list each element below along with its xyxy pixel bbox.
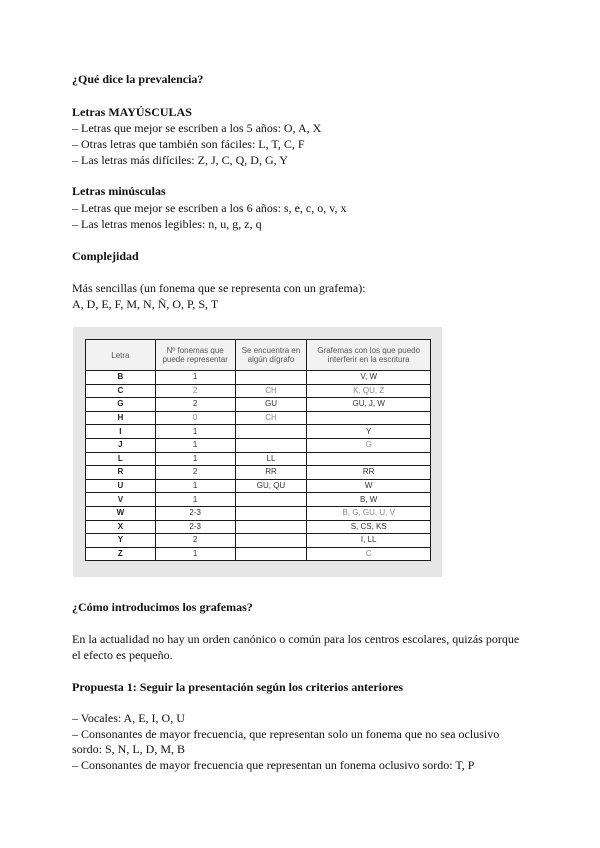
uppercase-line: – Letras que mejor se escriben a los 5 años: O, A, X	[72, 121, 322, 135]
interference-cell	[307, 452, 431, 466]
phoneme-count-cell: 2	[155, 466, 235, 480]
digraph-cell: CH	[235, 411, 307, 425]
digraph-cell	[235, 425, 307, 439]
table-row	[86, 466, 431, 480]
letter-cell: Y	[86, 534, 156, 548]
lowercase-line: – Las letras menos legibles: n, u, g, z, q	[72, 217, 262, 231]
digraph-cell	[235, 371, 307, 385]
interference-cell: W	[307, 479, 431, 493]
proposal-item: – Consonantes de mayor frecuencia que representan un fonema oclusivo sordo: T, P	[72, 758, 475, 772]
letter-cell: J	[86, 438, 156, 452]
interference-cell: G	[307, 438, 431, 452]
letter-cell: B	[86, 371, 156, 385]
letter-cell: I	[86, 425, 156, 439]
letter-cell: V	[86, 493, 156, 507]
column-header: Nº fonemas que puede representar	[155, 340, 235, 371]
letter-table-figure	[73, 327, 442, 577]
prevalence-heading: ¿Qué dice la prevalencia?	[72, 72, 204, 86]
simple-letters-line: Más sencillas (un fonema que se representa con un grafema):	[72, 281, 366, 295]
digraph-cell	[235, 438, 307, 452]
letter-cell: L	[86, 452, 156, 466]
uppercase-line: – Otras letras que también son fáciles: L, T, C, F	[72, 137, 305, 151]
phoneme-count-cell: 1	[155, 438, 235, 452]
interference-cell: C	[307, 547, 431, 561]
lowercase-line: – Letras que mejor se escriben a los 6 años: s, e, c, o, v, x	[72, 201, 347, 215]
letter-cell: Z	[86, 547, 156, 561]
letter-cell: R	[86, 466, 156, 480]
interference-cell: B, W	[307, 493, 431, 507]
table-row	[86, 411, 431, 425]
grapheme-heading: ¿Cómo introducimos los grafemas?	[72, 600, 253, 614]
table-row	[86, 547, 431, 561]
interference-cell: Y	[307, 425, 431, 439]
interference-cell: K, QU, Z	[307, 384, 431, 398]
interference-cell	[307, 411, 431, 425]
digraph-cell: GU, QU	[235, 479, 307, 493]
proposal-title: Propuesta 1: Seguir la presentación según los criterios anteriores	[72, 680, 404, 694]
digraph-cell: GU	[235, 398, 307, 412]
phoneme-count-cell: 2	[155, 534, 235, 548]
uppercase-line: – Las letras más difíciles: Z, J, C, Q, D, G, Y	[72, 153, 288, 167]
digraph-cell	[235, 506, 307, 520]
table-row	[86, 438, 431, 452]
uppercase-title: Letras MAYÚSCULAS	[72, 105, 192, 119]
letter-cell: G	[86, 398, 156, 412]
letter-table	[85, 339, 431, 561]
complexity-heading: Complejidad	[72, 249, 139, 263]
lowercase-title: Letras minúsculas	[72, 184, 166, 198]
order-paragraph-line: el efecto es pequeño.	[72, 648, 173, 662]
proposal-item: – Vocales: A, E, I, O, U	[72, 711, 185, 725]
letter-cell: X	[86, 520, 156, 534]
proposal-item: – Consonantes de mayor frecuencia, que representan solo un fonema que no sea oclusivo	[72, 727, 500, 741]
column-header: Se encuentra en algún dígrafo	[235, 340, 307, 371]
order-paragraph-line: En la actualidad no hay un orden canónico o común para los centros escolares, quizás porque	[72, 632, 520, 646]
phoneme-count-cell: 2-3	[155, 520, 235, 534]
phoneme-count-cell: 2	[155, 384, 235, 398]
table-row	[86, 520, 431, 534]
table-row	[86, 398, 431, 412]
phoneme-count-cell: 2-3	[155, 506, 235, 520]
interference-cell: GU, J, W	[307, 398, 431, 412]
digraph-cell	[235, 534, 307, 548]
phoneme-count-cell: 1	[155, 371, 235, 385]
digraph-cell	[235, 520, 307, 534]
digraph-cell: RR	[235, 466, 307, 480]
interference-cell: B, G, GU, U, V	[307, 506, 431, 520]
table-row	[86, 493, 431, 507]
digraph-cell	[235, 547, 307, 561]
table-row	[86, 534, 431, 548]
table-row	[86, 425, 431, 439]
interference-cell: V, W	[307, 371, 431, 385]
letter-cell: U	[86, 479, 156, 493]
simple-letters-list: A, D, E, F, M, N, Ñ, O, P, S, T	[72, 297, 219, 311]
interference-cell: RR	[307, 466, 431, 480]
phoneme-count-cell: 1	[155, 493, 235, 507]
table-row	[86, 506, 431, 520]
letter-cell: H	[86, 411, 156, 425]
phoneme-count-cell: 1	[155, 425, 235, 439]
table-row	[86, 384, 431, 398]
interference-cell: I, LL	[307, 534, 431, 548]
table-header-row	[86, 340, 431, 371]
phoneme-count-cell: 1	[155, 547, 235, 561]
phoneme-count-cell: 0	[155, 411, 235, 425]
phoneme-count-cell: 1	[155, 452, 235, 466]
digraph-cell: LL	[235, 452, 307, 466]
digraph-cell	[235, 493, 307, 507]
interference-cell: S, CS, KS	[307, 520, 431, 534]
letter-cell: W	[86, 506, 156, 520]
table-row	[86, 479, 431, 493]
column-header: Grafemas con los que puedo interferir en la escritura	[307, 340, 431, 371]
digraph-cell: CH	[235, 384, 307, 398]
table-row	[86, 371, 431, 385]
phoneme-count-cell: 1	[155, 479, 235, 493]
letter-cell: C	[86, 384, 156, 398]
proposal-item: sordo: S, N, L, D, M, B	[72, 742, 186, 756]
phoneme-count-cell: 2	[155, 398, 235, 412]
column-header: Letra	[86, 340, 156, 371]
table-row	[86, 452, 431, 466]
